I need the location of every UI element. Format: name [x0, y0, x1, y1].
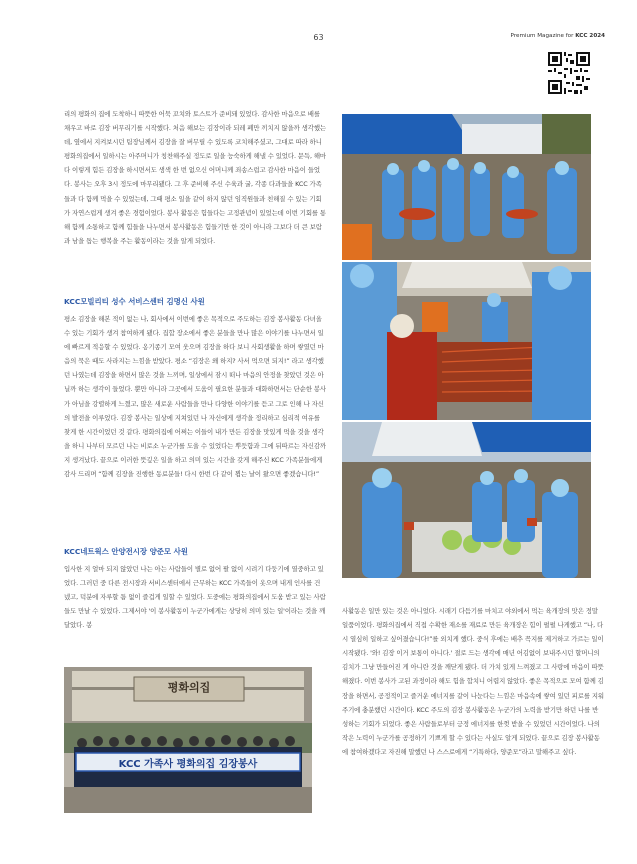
group-photo-banner: KCC 가족사 평화의집 김장봉사 [118, 759, 258, 770]
section2-body: 입사한 지 얼마 되지 않았던 나는 아는 사람들이 별로 없어 팔 없이 시려기 다둥기에 열중하고 있었다. 그러던 중 다른 전시장과 서비스센터에서 근무하는 KCC 가족들이 옷으며 내게 인사를 건넸고, 덕분에 자루할 틈 없이 즐겁게 일할 수 있었다. 도중에는 평화의집에서 도움 받고 있는 사람들도 만날 수 있었다. 그제서야 '이 봉사활동이 누군가에게는 상당히 의미 있는 일'이라는 것을 깨달았다. 봉 [64, 565, 326, 630]
kimchi-photo-1 [342, 114, 591, 260]
qr-code-icon[interactable] [548, 52, 590, 94]
intro-paragraph: 리의 평화의 집에 도착하니 따뜻한 어묵 꼬치와 토스트가 준비돼 있었다. 감사한 마음으로 배를 채우고 바로 김장 버무리기를 시작했다. 처음 해보는 김장이라 되레 폐만 끼치지 않을까 생각했는데, 옆에서 지켜보시던 팀장님께서 김장을 잘 버무릴 수 있도록 코치해주셨고, 그대로 따라 하니 평화의집에서 일하시는 아주머니가 칭찬해주실 정도로 일을 능숙하게 해낼 수 있었다. 문득, 해마다 이렇게 힘든 김장을 하시면서도 생색 한 번 없으신 어머니께 죄송스럽고 감사한 마음이 들었다. 봉사는 오후 3시 정도에 마무리됐다. 그 후 준비해 주신 수육과 굴, 각종 다과들을 KCC 가족들과 다 함께 먹을 수 있었는데, 그때 평소 일을 같이 하지 않던 임직원들과 친해질 수 있는 기회가 자연스럽게 생겨 좋은 경험이었다. 봉사 활동은 힘들다는 고정관념이 있었는데 이번 기회를 통해 함께 소통하고 함께 힘들을 나누면서 봉사활동은 힘들기만 한 것이 아니라 그보다 더 큰 보람과 남을 돕는 행복을 주는 활동이라는 것을 알게 되었다. [64, 110, 326, 245]
group-photo [64, 667, 312, 813]
section1-title: KCC모빌리티 성수 서비스센터 김명신 사원 [64, 297, 205, 306]
kimchi-photo-3 [342, 422, 591, 578]
section1-body: 평소 김장을 해본 적이 없는 나, 회사에서 이번에 좋은 목적으로 주도하는 김장 봉사활동 다녀올 수 있는 기회가 생겨 참여하게 됐다. 집합 장소에서 좋은 분들을 만나 많은 이야기를 나누면서 일에 빠르게 적응할 수 있었다. 옹기종기 모여 웃으며 김장을 하다 보니 사회생활을 하며 쌓였던 마음의 묵은 때도 사라지는 느낌을 받았다. 평소 “김장은 왜 하지? 사서 먹으면 되지!” 라고 생각했던 나였는데 김장을 하면서 많은 것을 느끼며, 일상에서 잠시 떠나 마음의 안정을 찾았던 것은 아닐까 하는 생각이 들었다. 뿐만 아니라 그곳에서 도움이 필요한 분들과 대화하면서는 단순한 봉사가 아님을 강렬하게 느꼈고, 많은 새로운 사람들을 만나 다양한 이야기를 듣고 그로 인해 나 자신의 발전을 이루었다. 김장 봉사는 일상에 지쳐있던 나 자신에게 생각을 정리하고 심리적 여유를 찾게 한 시간이었던 것 같다. 평화의집에 어쩌는 이들이 내가 만든 김장을 맛있게 먹을 것을 생각을 하니 나부터 모르던 나는 비로소 누군가를 도울 수 있었다는 뿌듯함과 그에 뒤따르는 자신감까지 생겨났다. 끝으로 이러한 뜻깊은 일을 하고 의미 있는 시간을 갖게 해주신 KCC 가족분들에게 감사 드리며 “함께 김장을 진행한 동료분들! 다시 한번 다 같이 뵙는 날이 왔으면 좋겠습니다!” [64, 315, 326, 479]
magazine-brand-name: KCC 2024 [575, 33, 605, 39]
magazine-brand [511, 33, 605, 39]
building-sign: 평화의집 [167, 681, 211, 694]
right-column-body: 사활동은 일만 있는 것은 아니었다. 시래기 다듬기를 마치고 야외에서 먹는 육개장의 맛은 정말 일품이었다. 평화의집에서 직접 수확한 재소를 재료로 만든 육개장은 힘이 펄펄 나게했고 “나, 다시 열심히 일하고 싶어졌습니다!”를 외치게 했다. 중식 후에는 배추 꼭지를 제거하고 가르는 일이 시작됐다. '와! 김장 이거 보통이 아니다.' 절로 드는 생각에 매년 어김없이 보내주시던 할머니의 김치가 그냥 만들어진 게 아니란 것을 깨닫게 됐다. 더 가치 있게 느껴졌고 그 사랑에 마음이 따뜻해졌다. 이번 봉사가 고된 과정이라 해도 힘을 합치니 어렵지 않았다. 좋은 목적으로 모여 함께 김장을 하면서, 공정적이고 즐거운 에너지를 같이 나눈다는 느낌은 마음속에 쌓여 있던 피로를 지워주기에 충분했던 시간이다. KCC 주도의 김장 봉사활동은 누군가의 노력을 받기만 하던 나를 반성하는 기회가 되었다. 좋은 사람들로부터 긍정 에너지를 한껏 받을 수 있었던 시간이었다. 나의 작은 노력이 누군가를 공정하기 기쁘게 할 수 있다는 사실도 알게 되었다. 끝으로 김장 봉사활동에 참여하겠다고 자진해 말했던 나 스스로에게 “기특하다, 양준모”라고 말해주고 싶다. [342, 607, 604, 756]
section2-title: KCC네트웍스 안양전시장 양준모 사원 [64, 547, 188, 556]
page-number: 63 [313, 33, 324, 42]
magazine-prefix: Premium Magazine for [510, 33, 576, 39]
kimchi-photo-2 [342, 262, 591, 420]
